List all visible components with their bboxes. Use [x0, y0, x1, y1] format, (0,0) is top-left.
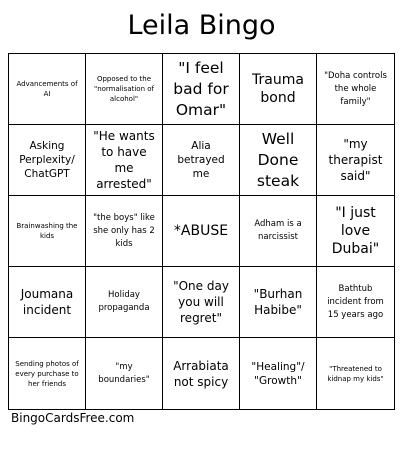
cell-text: "I just love Dubai" [331, 205, 380, 257]
bingo-cell[interactable] [163, 338, 240, 409]
bingo-cell[interactable] [9, 196, 86, 267]
cell-text: "He wants to have me arrested" [93, 129, 155, 191]
cell-text: Adham is a narcissist [254, 219, 302, 242]
bingo-cell[interactable] [163, 267, 240, 338]
bingo-cell[interactable] [9, 54, 86, 125]
bingo-cell[interactable] [317, 267, 394, 338]
cell-text: Joumana incident [20, 287, 74, 317]
bingo-cell[interactable] [240, 338, 317, 409]
cell-text: "my therapist said" [328, 137, 383, 183]
bingo-cell[interactable] [240, 54, 317, 125]
cell-text: Brainwashing the kids [16, 222, 78, 240]
bingo-cell[interactable] [317, 196, 394, 267]
cell-text: Asking Perplexity/ ChatGPT [19, 140, 75, 180]
bingo-cell[interactable] [86, 54, 163, 125]
cell-text: "Doha controls the whole family" [324, 70, 387, 107]
bingo-cell[interactable] [240, 196, 317, 267]
bingo-cell[interactable] [86, 338, 163, 409]
bingo-cell[interactable] [163, 125, 240, 196]
cell-text: "the boys" like she only has 2 kids [93, 212, 155, 249]
cell-text: Well Done steak [256, 129, 300, 190]
cell-text: Arrabiata not spicy [173, 358, 229, 389]
cell-text: Bathtub incident from 15 years ago [327, 283, 384, 320]
cell-text: "Threatened to kidnap my kids" [327, 364, 384, 383]
bingo-cell[interactable] [163, 196, 240, 267]
bingo-cell[interactable] [163, 54, 240, 125]
cell-text: Advancements of AI [16, 80, 78, 98]
bingo-cell[interactable] [240, 267, 317, 338]
bingo-cell[interactable] [240, 125, 317, 196]
cell-text: "Healing"/ "Growth" [251, 360, 305, 387]
cell-text: "my boundaries" [98, 361, 150, 385]
cell-text: "I feel bad for Omar" [173, 58, 229, 119]
bingo-cell[interactable] [317, 125, 394, 196]
bingo-cell[interactable] [9, 267, 86, 338]
footer-source: BingoCardsFree.com [11, 411, 135, 425]
cell-text: *ABUSE [173, 223, 229, 239]
bingo-grid [8, 53, 395, 410]
card-title: Leila Bingo [127, 10, 276, 41]
bingo-cell[interactable] [86, 196, 163, 267]
bingo-cell[interactable] [86, 125, 163, 196]
cell-text: Sending photos of every purchase to her friends [15, 359, 79, 388]
cell-text: Trauma bond [252, 72, 304, 106]
bingo-cell[interactable] [317, 338, 394, 409]
bingo-cell[interactable] [9, 125, 86, 196]
bingo-cell[interactable] [9, 338, 86, 409]
cell-text: Holiday propaganda [98, 290, 150, 313]
bingo-cell[interactable] [317, 54, 394, 125]
cell-text: "One day you will regret" [173, 279, 229, 325]
bingo-cell[interactable] [86, 267, 163, 338]
cell-text: "Burhan Habibe" [253, 287, 303, 317]
cell-text: Alia betrayed me [177, 140, 225, 180]
cell-text: Opposed to the "normalisation of alcohol" [93, 75, 154, 103]
